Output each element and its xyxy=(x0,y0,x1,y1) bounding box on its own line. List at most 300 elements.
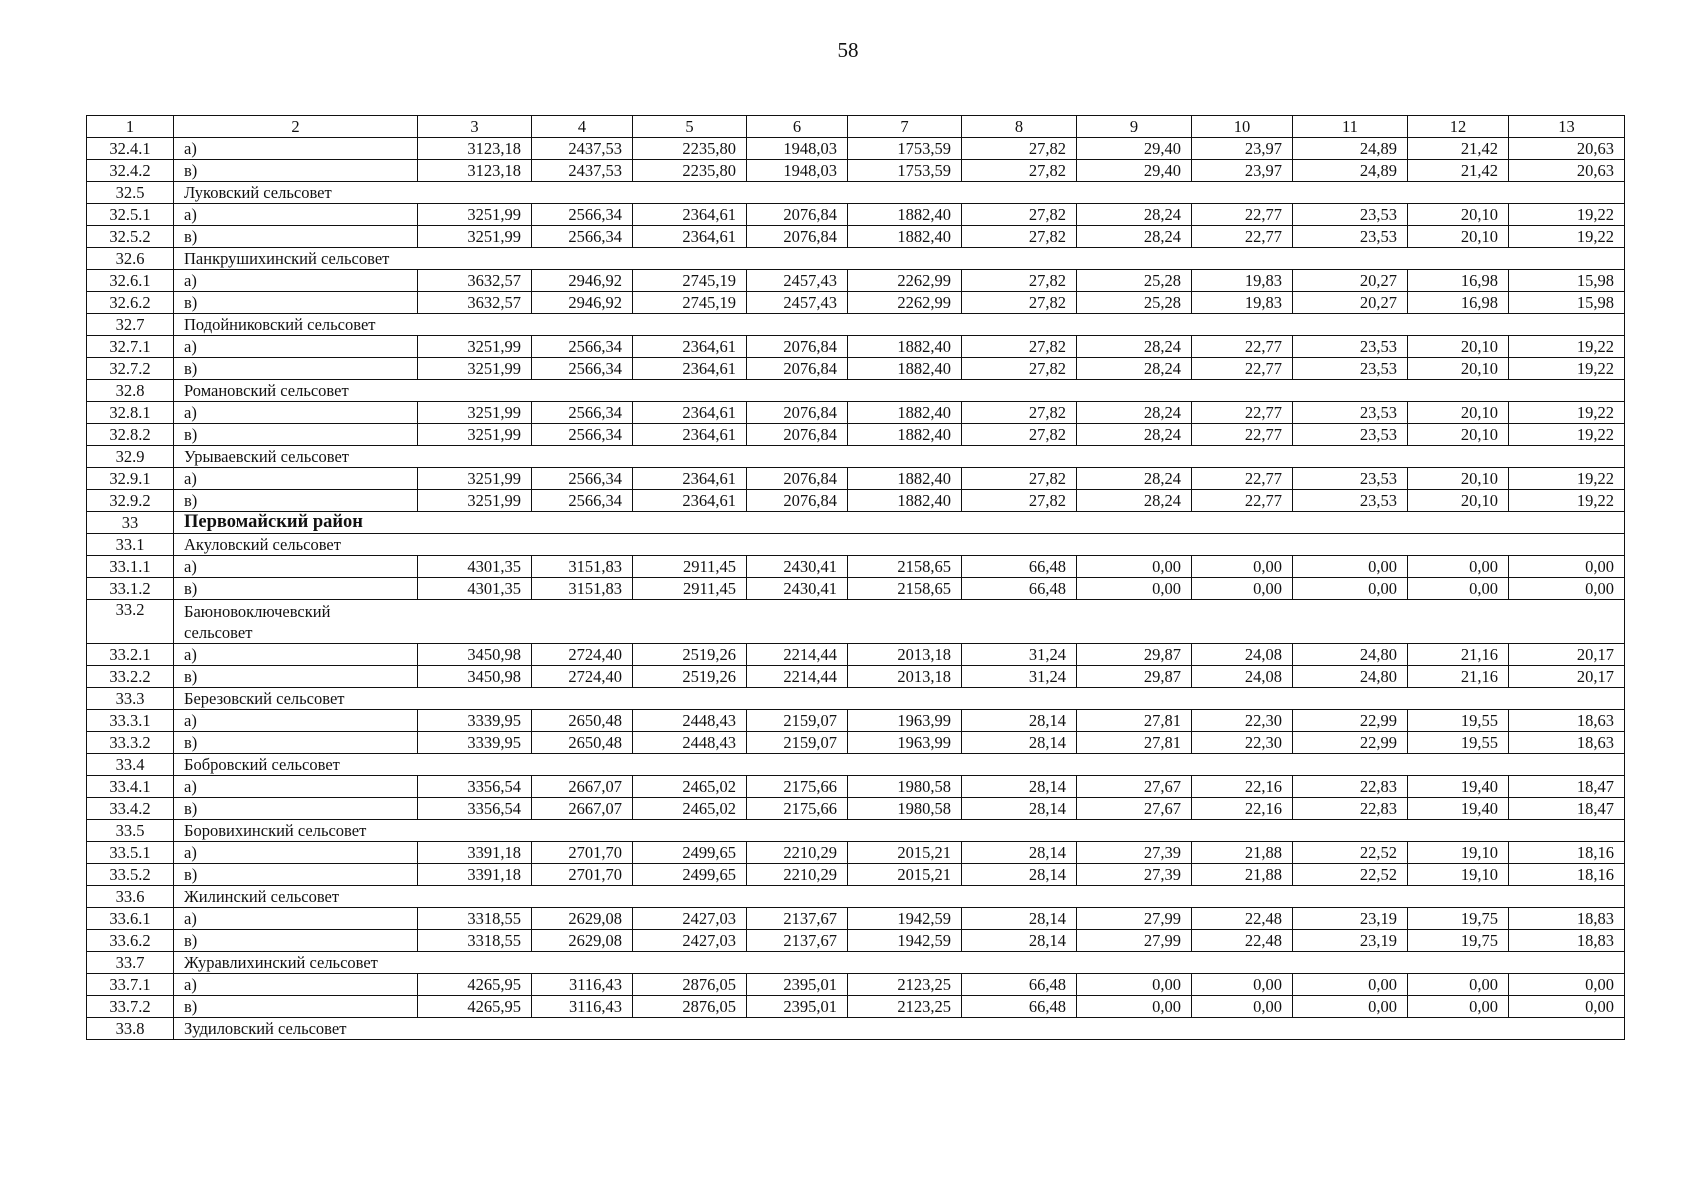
row-label: в) xyxy=(174,666,418,688)
value-cell: 2876,05 xyxy=(633,974,747,996)
value-cell: 2448,43 xyxy=(633,710,747,732)
row-code: 32.7 xyxy=(87,314,174,336)
value-cell: 19,55 xyxy=(1408,732,1509,754)
value-cell: 28,14 xyxy=(962,864,1077,886)
value-cell: 0,00 xyxy=(1509,996,1625,1018)
value-cell: 3391,18 xyxy=(418,864,532,886)
header-cell: 5 xyxy=(633,116,747,138)
value-cell: 21,16 xyxy=(1408,644,1509,666)
header-cell: 13 xyxy=(1509,116,1625,138)
value-cell: 0,00 xyxy=(1509,556,1625,578)
value-cell: 19,40 xyxy=(1408,776,1509,798)
value-cell: 2457,43 xyxy=(747,292,848,314)
value-cell: 2364,61 xyxy=(633,402,747,424)
value-cell: 2364,61 xyxy=(633,490,747,512)
value-cell: 25,28 xyxy=(1077,292,1192,314)
table-row xyxy=(87,798,1625,820)
value-cell: 0,00 xyxy=(1293,974,1408,996)
value-cell: 2158,65 xyxy=(848,556,962,578)
row-label: а) xyxy=(174,204,418,226)
value-cell: 27,82 xyxy=(962,270,1077,292)
value-cell: 4265,95 xyxy=(418,996,532,1018)
value-cell: 19,83 xyxy=(1192,270,1293,292)
value-cell: 20,10 xyxy=(1408,402,1509,424)
value-cell: 23,53 xyxy=(1293,468,1408,490)
value-cell: 66,48 xyxy=(962,556,1077,578)
section-row xyxy=(87,754,1625,776)
value-cell: 2364,61 xyxy=(633,204,747,226)
value-cell: 23,97 xyxy=(1192,138,1293,160)
value-cell: 28,14 xyxy=(962,798,1077,820)
value-cell: 1753,59 xyxy=(848,138,962,160)
value-cell: 2262,99 xyxy=(848,270,962,292)
header-cell: 10 xyxy=(1192,116,1293,138)
value-cell: 66,48 xyxy=(962,578,1077,600)
value-cell: 1942,59 xyxy=(848,908,962,930)
value-cell: 2701,70 xyxy=(532,842,633,864)
value-cell: 3339,95 xyxy=(418,710,532,732)
table-row xyxy=(87,908,1625,930)
value-cell: 21,88 xyxy=(1192,842,1293,864)
value-cell: 19,10 xyxy=(1408,842,1509,864)
value-cell: 27,82 xyxy=(962,292,1077,314)
value-cell: 24,89 xyxy=(1293,138,1408,160)
value-cell: 0,00 xyxy=(1192,578,1293,600)
value-cell: 24,08 xyxy=(1192,644,1293,666)
section-row xyxy=(87,182,1625,204)
value-cell: 23,53 xyxy=(1293,336,1408,358)
row-label: а) xyxy=(174,556,418,578)
value-cell: 2364,61 xyxy=(633,424,747,446)
value-cell: 3339,95 xyxy=(418,732,532,754)
value-cell: 2395,01 xyxy=(747,974,848,996)
value-cell: 2235,80 xyxy=(633,160,747,182)
value-cell: 23,97 xyxy=(1192,160,1293,182)
value-cell: 2210,29 xyxy=(747,864,848,886)
value-cell: 2566,34 xyxy=(532,402,633,424)
header-cell: 8 xyxy=(962,116,1077,138)
value-cell: 19,75 xyxy=(1408,930,1509,952)
section-title: Боровихинский сельсовет xyxy=(174,820,1625,842)
value-cell: 27,82 xyxy=(962,336,1077,358)
value-cell: 2650,48 xyxy=(532,710,633,732)
value-cell: 23,53 xyxy=(1293,490,1408,512)
row-code: 33.1 xyxy=(87,534,174,556)
row-code: 33.2.2 xyxy=(87,666,174,688)
value-cell: 19,40 xyxy=(1408,798,1509,820)
value-cell: 2650,48 xyxy=(532,732,633,754)
value-cell: 27,67 xyxy=(1077,798,1192,820)
value-cell: 2499,65 xyxy=(633,842,747,864)
value-cell: 3116,43 xyxy=(532,974,633,996)
value-cell: 28,24 xyxy=(1077,468,1192,490)
value-cell: 2876,05 xyxy=(633,996,747,1018)
value-cell: 18,83 xyxy=(1509,930,1625,952)
value-cell: 19,22 xyxy=(1509,424,1625,446)
table-row xyxy=(87,336,1625,358)
value-cell: 1882,40 xyxy=(848,468,962,490)
value-cell: 1942,59 xyxy=(848,930,962,952)
value-cell: 3251,99 xyxy=(418,402,532,424)
table-row xyxy=(87,424,1625,446)
section-row xyxy=(87,600,1625,644)
value-cell: 0,00 xyxy=(1509,578,1625,600)
row-code: 32.6.1 xyxy=(87,270,174,292)
table-row xyxy=(87,666,1625,688)
row-code: 33.4.1 xyxy=(87,776,174,798)
value-cell: 19,22 xyxy=(1509,358,1625,380)
row-label: в) xyxy=(174,578,418,600)
section-title: Луковский сельсовет xyxy=(174,182,1625,204)
value-cell: 2701,70 xyxy=(532,864,633,886)
value-cell: 2566,34 xyxy=(532,204,633,226)
row-label: в) xyxy=(174,424,418,446)
header-cell: 7 xyxy=(848,116,962,138)
value-cell: 2465,02 xyxy=(633,798,747,820)
row-code: 33.8 xyxy=(87,1018,174,1040)
header-cell: 3 xyxy=(418,116,532,138)
value-cell: 27,82 xyxy=(962,226,1077,248)
value-cell: 2566,34 xyxy=(532,490,633,512)
value-cell: 3251,99 xyxy=(418,424,532,446)
value-cell: 0,00 xyxy=(1408,996,1509,1018)
value-cell: 3251,99 xyxy=(418,358,532,380)
value-cell: 2076,84 xyxy=(747,402,848,424)
value-cell: 20,10 xyxy=(1408,204,1509,226)
row-label: в) xyxy=(174,490,418,512)
value-cell: 1882,40 xyxy=(848,226,962,248)
value-cell: 28,24 xyxy=(1077,358,1192,380)
value-cell: 2076,84 xyxy=(747,336,848,358)
value-cell: 2076,84 xyxy=(747,226,848,248)
value-cell: 18,63 xyxy=(1509,710,1625,732)
row-code: 33.2 xyxy=(87,600,174,644)
value-cell: 3450,98 xyxy=(418,666,532,688)
value-cell: 28,14 xyxy=(962,930,1077,952)
value-cell: 27,82 xyxy=(962,424,1077,446)
row-label: в) xyxy=(174,996,418,1018)
value-cell: 22,77 xyxy=(1192,490,1293,512)
row-label: в) xyxy=(174,798,418,820)
value-cell: 0,00 xyxy=(1192,556,1293,578)
row-label: а) xyxy=(174,336,418,358)
value-cell: 2123,25 xyxy=(848,974,962,996)
section-row xyxy=(87,248,1625,270)
row-code: 33.5 xyxy=(87,820,174,842)
value-cell: 3251,99 xyxy=(418,490,532,512)
value-cell: 2076,84 xyxy=(747,424,848,446)
value-cell: 3450,98 xyxy=(418,644,532,666)
value-cell: 20,10 xyxy=(1408,358,1509,380)
section-row xyxy=(87,688,1625,710)
value-cell: 2667,07 xyxy=(532,798,633,820)
table-body xyxy=(87,116,1625,1040)
value-cell: 66,48 xyxy=(962,974,1077,996)
row-code: 32.9 xyxy=(87,446,174,468)
table-row xyxy=(87,160,1625,182)
value-cell: 2076,84 xyxy=(747,490,848,512)
value-cell: 28,14 xyxy=(962,710,1077,732)
row-code: 32.4.2 xyxy=(87,160,174,182)
value-cell: 28,14 xyxy=(962,842,1077,864)
value-cell: 22,77 xyxy=(1192,468,1293,490)
row-label: а) xyxy=(174,710,418,732)
value-cell: 1882,40 xyxy=(848,402,962,424)
value-cell: 15,98 xyxy=(1509,270,1625,292)
value-cell: 23,19 xyxy=(1293,908,1408,930)
table-row xyxy=(87,358,1625,380)
value-cell: 1882,40 xyxy=(848,336,962,358)
row-code: 32.5.1 xyxy=(87,204,174,226)
section-title: Бобровский сельсовет xyxy=(174,754,1625,776)
value-cell: 2457,43 xyxy=(747,270,848,292)
value-cell: 22,77 xyxy=(1192,424,1293,446)
value-cell: 23,53 xyxy=(1293,204,1408,226)
value-cell: 2519,26 xyxy=(633,666,747,688)
value-cell: 3632,57 xyxy=(418,270,532,292)
value-cell: 22,77 xyxy=(1192,336,1293,358)
value-cell: 3391,18 xyxy=(418,842,532,864)
value-cell: 19,75 xyxy=(1408,908,1509,930)
row-code: 33.4 xyxy=(87,754,174,776)
value-cell: 3251,99 xyxy=(418,468,532,490)
value-cell: 20,10 xyxy=(1408,468,1509,490)
row-code: 32.7.1 xyxy=(87,336,174,358)
value-cell: 28,14 xyxy=(962,732,1077,754)
row-label: в) xyxy=(174,292,418,314)
value-cell: 2430,41 xyxy=(747,578,848,600)
value-cell: 22,77 xyxy=(1192,358,1293,380)
value-cell: 1882,40 xyxy=(848,204,962,226)
value-cell: 24,80 xyxy=(1293,666,1408,688)
value-cell: 21,16 xyxy=(1408,666,1509,688)
row-code: 33.1.1 xyxy=(87,556,174,578)
value-cell: 29,40 xyxy=(1077,138,1192,160)
value-cell: 19,22 xyxy=(1509,336,1625,358)
value-cell: 19,22 xyxy=(1509,490,1625,512)
value-cell: 20,27 xyxy=(1293,270,1408,292)
section-title: Подойниковский сельсовет xyxy=(174,314,1625,336)
value-cell: 27,67 xyxy=(1077,776,1192,798)
section-title: Журавлихинский сельсовет xyxy=(174,952,1625,974)
value-cell: 18,16 xyxy=(1509,842,1625,864)
value-cell: 20,17 xyxy=(1509,666,1625,688)
row-code: 33 xyxy=(87,512,174,534)
row-code: 33.6.2 xyxy=(87,930,174,952)
value-cell: 22,16 xyxy=(1192,776,1293,798)
value-cell: 27,99 xyxy=(1077,930,1192,952)
value-cell: 2499,65 xyxy=(633,864,747,886)
value-cell: 1963,99 xyxy=(848,710,962,732)
table-row xyxy=(87,204,1625,226)
row-label: а) xyxy=(174,908,418,930)
value-cell: 24,80 xyxy=(1293,644,1408,666)
value-cell: 29,40 xyxy=(1077,160,1192,182)
value-cell: 0,00 xyxy=(1408,578,1509,600)
value-cell: 27,82 xyxy=(962,468,1077,490)
value-cell: 66,48 xyxy=(962,996,1077,1018)
value-cell: 1882,40 xyxy=(848,424,962,446)
value-cell: 2159,07 xyxy=(747,732,848,754)
row-code: 33.1.2 xyxy=(87,578,174,600)
row-code: 32.8.2 xyxy=(87,424,174,446)
value-cell: 2629,08 xyxy=(532,930,633,952)
value-cell: 19,22 xyxy=(1509,468,1625,490)
value-cell: 16,98 xyxy=(1408,292,1509,314)
value-cell: 22,52 xyxy=(1293,864,1408,886)
section-row xyxy=(87,534,1625,556)
value-cell: 18,63 xyxy=(1509,732,1625,754)
row-code: 32.8.1 xyxy=(87,402,174,424)
value-cell: 1882,40 xyxy=(848,490,962,512)
value-cell: 27,81 xyxy=(1077,732,1192,754)
value-cell: 29,87 xyxy=(1077,644,1192,666)
value-cell: 21,88 xyxy=(1192,864,1293,886)
value-cell: 2566,34 xyxy=(532,358,633,380)
value-cell: 2262,99 xyxy=(848,292,962,314)
value-cell: 2175,66 xyxy=(747,776,848,798)
value-cell: 2427,03 xyxy=(633,930,747,952)
value-cell: 23,19 xyxy=(1293,930,1408,952)
value-cell: 24,89 xyxy=(1293,160,1408,182)
value-cell: 2013,18 xyxy=(848,644,962,666)
value-cell: 1980,58 xyxy=(848,776,962,798)
value-cell: 2724,40 xyxy=(532,666,633,688)
value-cell: 28,24 xyxy=(1077,204,1192,226)
value-cell: 2745,19 xyxy=(633,292,747,314)
value-cell: 2364,61 xyxy=(633,468,747,490)
table-row xyxy=(87,864,1625,886)
value-cell: 28,24 xyxy=(1077,402,1192,424)
value-cell: 22,48 xyxy=(1192,930,1293,952)
value-cell: 2123,25 xyxy=(848,996,962,1018)
value-cell: 3251,99 xyxy=(418,336,532,358)
row-code: 32.5.2 xyxy=(87,226,174,248)
row-code: 33.3 xyxy=(87,688,174,710)
header-cell: 2 xyxy=(174,116,418,138)
row-code: 33.6 xyxy=(87,886,174,908)
value-cell: 27,81 xyxy=(1077,710,1192,732)
value-cell: 1882,40 xyxy=(848,358,962,380)
value-cell: 0,00 xyxy=(1077,996,1192,1018)
row-label: а) xyxy=(174,270,418,292)
value-cell: 2724,40 xyxy=(532,644,633,666)
value-cell: 22,48 xyxy=(1192,908,1293,930)
value-cell: 0,00 xyxy=(1293,578,1408,600)
table-row xyxy=(87,842,1625,864)
value-cell: 2946,92 xyxy=(532,270,633,292)
value-cell: 2465,02 xyxy=(633,776,747,798)
row-label: в) xyxy=(174,226,418,248)
row-label: в) xyxy=(174,864,418,886)
value-cell: 2437,53 xyxy=(532,160,633,182)
value-cell: 22,52 xyxy=(1293,842,1408,864)
value-cell: 2137,67 xyxy=(747,908,848,930)
value-cell: 2566,34 xyxy=(532,336,633,358)
value-cell: 2364,61 xyxy=(633,336,747,358)
value-cell: 0,00 xyxy=(1077,974,1192,996)
value-cell: 2395,01 xyxy=(747,996,848,1018)
value-cell: 29,87 xyxy=(1077,666,1192,688)
value-cell: 3123,18 xyxy=(418,160,532,182)
value-cell: 2235,80 xyxy=(633,138,747,160)
district-title: Первомайский район xyxy=(174,512,1625,534)
section-row xyxy=(87,886,1625,908)
value-cell: 0,00 xyxy=(1293,996,1408,1018)
value-cell: 2013,18 xyxy=(848,666,962,688)
row-code: 33.4.2 xyxy=(87,798,174,820)
value-cell: 27,99 xyxy=(1077,908,1192,930)
row-code: 33.2.1 xyxy=(87,644,174,666)
value-cell: 21,42 xyxy=(1408,160,1509,182)
value-cell: 0,00 xyxy=(1192,974,1293,996)
value-cell: 3251,99 xyxy=(418,226,532,248)
row-code: 33.7 xyxy=(87,952,174,974)
value-cell: 28,24 xyxy=(1077,490,1192,512)
row-code: 33.5.2 xyxy=(87,864,174,886)
header-row xyxy=(87,116,1625,138)
value-cell: 2214,44 xyxy=(747,666,848,688)
row-label: а) xyxy=(174,842,418,864)
value-cell: 22,16 xyxy=(1192,798,1293,820)
value-cell: 18,47 xyxy=(1509,798,1625,820)
section-row xyxy=(87,380,1625,402)
value-cell: 2911,45 xyxy=(633,556,747,578)
value-cell: 2015,21 xyxy=(848,864,962,886)
section-row xyxy=(87,952,1625,974)
value-cell: 27,82 xyxy=(962,402,1077,424)
row-code: 33.7.1 xyxy=(87,974,174,996)
value-cell: 15,98 xyxy=(1509,292,1625,314)
row-code: 32.9.1 xyxy=(87,468,174,490)
value-cell: 22,30 xyxy=(1192,732,1293,754)
value-cell: 3318,55 xyxy=(418,908,532,930)
row-code: 32.5 xyxy=(87,182,174,204)
value-cell: 27,82 xyxy=(962,138,1077,160)
value-cell: 27,82 xyxy=(962,490,1077,512)
value-cell: 0,00 xyxy=(1077,578,1192,600)
value-cell: 1980,58 xyxy=(848,798,962,820)
value-cell: 19,83 xyxy=(1192,292,1293,314)
value-cell: 2745,19 xyxy=(633,270,747,292)
value-cell: 0,00 xyxy=(1192,996,1293,1018)
value-cell: 2159,07 xyxy=(747,710,848,732)
value-cell: 1753,59 xyxy=(848,160,962,182)
value-cell: 0,00 xyxy=(1408,556,1509,578)
table-row xyxy=(87,710,1625,732)
value-cell: 20,10 xyxy=(1408,336,1509,358)
header-cell: 12 xyxy=(1408,116,1509,138)
row-code: 33.6.1 xyxy=(87,908,174,930)
value-cell: 3356,54 xyxy=(418,798,532,820)
section-title: Зудиловский сельсовет xyxy=(174,1018,1625,1040)
value-cell: 31,24 xyxy=(962,666,1077,688)
value-cell: 27,82 xyxy=(962,358,1077,380)
value-cell: 23,53 xyxy=(1293,226,1408,248)
row-label: а) xyxy=(174,776,418,798)
district-row xyxy=(87,512,1625,534)
table-row xyxy=(87,974,1625,996)
table-row xyxy=(87,226,1625,248)
value-cell: 18,47 xyxy=(1509,776,1625,798)
value-cell: 2076,84 xyxy=(747,204,848,226)
tariff-table xyxy=(86,115,1625,1040)
value-cell: 1963,99 xyxy=(848,732,962,754)
section-row xyxy=(87,314,1625,336)
value-cell: 2667,07 xyxy=(532,776,633,798)
value-cell: 3116,43 xyxy=(532,996,633,1018)
header-cell: 11 xyxy=(1293,116,1408,138)
